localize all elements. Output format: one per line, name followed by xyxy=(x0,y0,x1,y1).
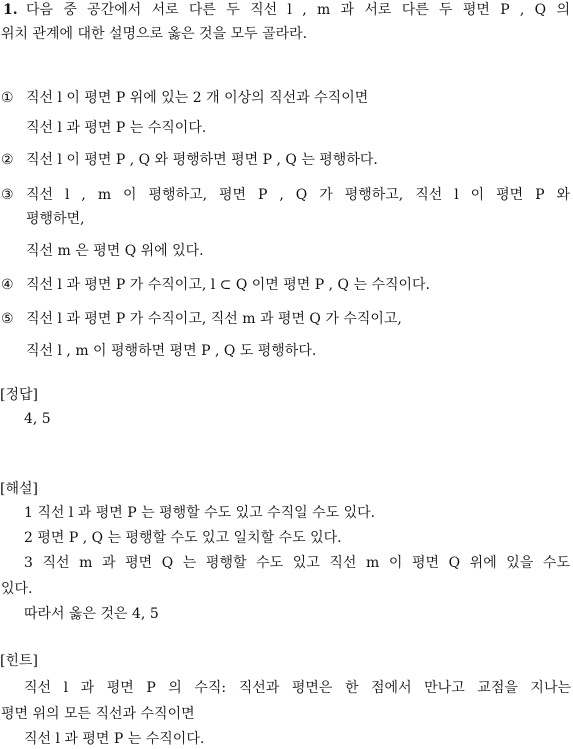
explanation-line: 1 직선 l 과 평면 P 는 평행할 수도 있고 수직일 수도 있다. xyxy=(24,505,376,521)
question-stem-line1: 다음 중 공간에서 서로 다른 두 직선 l , m 과 서로 다른 두 평면 P , Q 의 xyxy=(26,2,570,18)
explanation-line: 3 직선 m 과 평면 Q 는 평행할 수도 있고 직선 m 이 평면 Q 위에 있을 수도 xyxy=(24,555,570,571)
answer-value: 4, 5 xyxy=(24,411,51,427)
choice-1-line2: 직선 l 과 평면 P 는 수직이다. xyxy=(26,120,207,136)
explanation-line: 따라서 옳은 것은 4, 5 xyxy=(24,606,159,622)
hint-line: 직선 l 과 평면 P 의 수직: 직선과 평면은 한 점에서 만나고 교점을 지나는 xyxy=(24,680,571,696)
choice-4-line1: 직선 l 과 평면 P 가 수직이고, l ⊂ Q 이면 평면 P , Q 는 수직이다. xyxy=(26,277,430,293)
choice-marker-2: ② xyxy=(1,152,14,168)
choice-5-line2: 직선 l , m 이 평행하면 평면 P , Q 도 평행하다. xyxy=(26,343,317,359)
question-number: 1. xyxy=(3,2,18,18)
hint-label: [힌트] xyxy=(0,653,38,669)
choice-3-line2: 평행하면, xyxy=(26,211,85,227)
answer-label: [정답] xyxy=(0,387,38,403)
explanation-label: [해설] xyxy=(0,481,38,497)
choice-marker-5: ⑤ xyxy=(1,311,14,327)
choice-5-line1: 직선 l 과 평면 P 가 수직이고, 직선 m 과 평면 Q 가 수직이고, xyxy=(26,311,402,327)
choice-2-line1: 직선 l 이 평면 P , Q 와 평행하면 평면 P , Q 는 평행하다. xyxy=(26,152,378,168)
hint-line: 평면 위의 모든 직선과 수직이면 xyxy=(1,706,195,722)
hint-line: 직선 l 과 평면 P 는 수직이다. xyxy=(24,731,205,747)
choice-marker-1: ① xyxy=(1,90,14,106)
choice-marker-4: ④ xyxy=(1,277,14,293)
choice-3-line1: 직선 l , m 이 평행하고, 평면 P , Q 가 평행하고, 직선 l 이 평면 P 와 xyxy=(26,187,570,203)
choice-3-line3: 직선 m 은 평면 Q 위에 있다. xyxy=(26,243,204,259)
question-stem-line2: 위치 관계에 대한 설명으로 옳은 것을 모두 골라라. xyxy=(1,26,308,42)
explanation-line: 2 평면 P , Q 는 평행할 수도 있고 일치할 수도 있다. xyxy=(24,530,342,546)
explanation-line: 있다. xyxy=(1,581,33,597)
choice-1-line1: 직선 l 이 평면 P 위에 있는 2 개 이상의 직선과 수직이면 xyxy=(26,90,369,106)
choice-marker-3: ③ xyxy=(1,187,14,203)
